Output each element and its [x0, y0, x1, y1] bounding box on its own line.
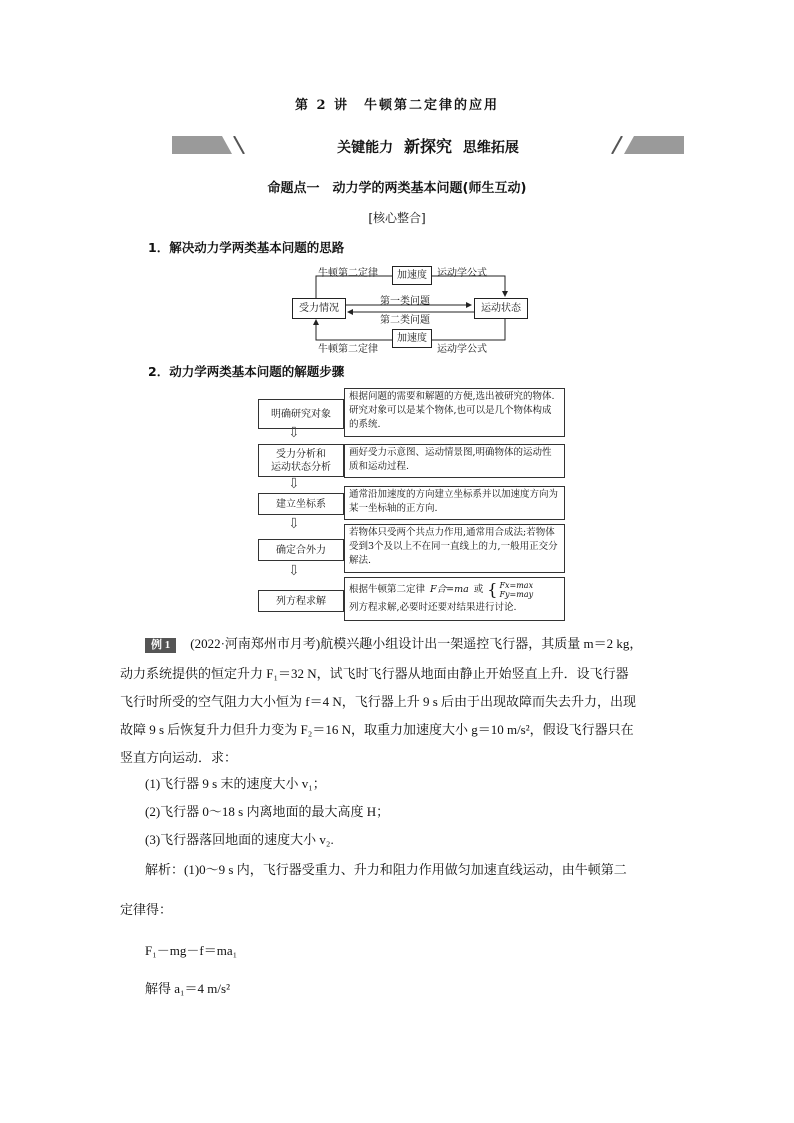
- example-badge: 例 1: [145, 638, 176, 653]
- example-line2: 动力系统提供的恒定升力 F₁＝32 N，试飞时飞行器从地面由静止开始竖直上升．设飞行器: [120, 666, 629, 681]
- step-5-system-y: Fy=may: [499, 590, 534, 599]
- step-5-system: [499, 581, 533, 599]
- example-line4: 故障 9 s 后恢复升力但升力变为 F₂＝16 N，取重力加速度大小 g＝10 m/s²，假设飞行器只在: [120, 722, 634, 737]
- down-arrow-icon: ⇩: [288, 516, 300, 532]
- type2-label: 第二类问题: [380, 315, 430, 326]
- step-5-desc: [344, 577, 565, 621]
- newton-label-top: 牛顿第二定律: [318, 268, 378, 279]
- question-3: (3)飞行器落回地面的速度大小 v₂.: [145, 832, 334, 847]
- question-2: (2)飞行器 0～18 s 内离地面的最大高度 H；: [145, 804, 390, 819]
- point2-heading: 2．动力学两类基本问题的解题步骤: [148, 364, 345, 379]
- banner-text: [172, 134, 684, 157]
- accel-box-bottom: 加速度: [392, 329, 432, 348]
- step-5-label: 列方程求解: [258, 590, 344, 612]
- step-2-label-line1: 受力分析和: [276, 448, 326, 460]
- step-1-desc: 根据问题的需要和解题的方便,选出被研究的物体.研究对象可以是某个物体,也可以是几个物体构成的系统.: [344, 388, 565, 437]
- page-title: 第 2 讲 牛顿第二定律的应用: [294, 98, 500, 113]
- question-1: (1)飞行器 9 s 末的速度大小 v₁；: [145, 776, 326, 791]
- down-arrow-icon: ⇩: [288, 476, 300, 492]
- motion-box: 运动状态: [474, 298, 528, 319]
- brace-icon: {: [487, 580, 498, 599]
- kinematics-label-top: 运动学公式: [437, 268, 487, 279]
- step-4-desc: 若物体只受两个共点力作用,通常用合成法;若物体受到3个及以上不在同一直线上的力,一般用正交分解法.: [344, 524, 565, 573]
- section-subheading: [核心整合]: [368, 211, 426, 225]
- step-2-label-line2: 运动状态分析: [271, 461, 331, 473]
- solution-eq1: F₁－mg－f＝ma₁: [145, 943, 238, 958]
- example-line3: 飞行时所受的空气阻力大小恒为 f＝4 N，飞行器上升 9 s 后由于出现故障而失去升力，出现: [120, 694, 637, 709]
- force-box: 受力情况: [292, 298, 346, 319]
- accel-box-top: 加速度: [392, 266, 432, 285]
- newton-label-bottom: 牛顿第二定律: [318, 344, 378, 355]
- step-5-or: 或: [473, 584, 484, 595]
- example-line1: (2022·河南郑州市月考)航模兴趣小组设计出一架遥控飞行器，其质量 m＝2 kg，: [190, 636, 643, 651]
- step-2-label: [258, 444, 344, 477]
- point1-heading: 1．解决动力学两类基本问题的思路: [148, 240, 345, 255]
- example-line5: 竖直方向运动．求：: [120, 750, 238, 765]
- solution-line1: 解析：(1)0～9 s 内，飞行器受重力、升力和阻力作用做匀加速直线运动，由牛顿第二: [145, 862, 627, 877]
- down-arrow-icon: ⇩: [288, 563, 300, 579]
- step-3-desc: 通常沿加速度的方向建立坐标系并以加速度方向为某一坐标轴的正方向.: [344, 486, 565, 520]
- banner-part2: 新探究: [403, 137, 452, 156]
- down-arrow-icon: ⇩: [288, 425, 300, 441]
- solution-eq2: 解得 a₁＝4 m/s²: [145, 981, 230, 996]
- step-2-desc: 画好受力示意图、运动情景图,明确物体的运动性质和运动过程.: [344, 444, 565, 478]
- step-5-formula: F合=ma: [430, 584, 469, 595]
- step-5-system-x: Fx=max: [499, 581, 534, 590]
- type1-label: 第一类问题: [380, 296, 430, 307]
- step-1-label: 明确研究对象: [258, 399, 344, 429]
- step-3-label: 建立坐标系: [258, 493, 344, 515]
- step-5-desc-b: 列方程求解,必要时还要对结果进行讨论.: [349, 602, 517, 613]
- solution-line2: 定律得：: [120, 902, 173, 917]
- step-4-label: 确定合外力: [258, 539, 344, 561]
- kinematics-label-bottom: 运动学公式: [437, 344, 487, 355]
- section-heading: 命题点一 动力学的两类基本问题(师生互动): [267, 181, 527, 196]
- banner-part3: 思维拓展: [462, 140, 519, 156]
- step-5-desc-a: 根据牛顿第二定律: [349, 584, 426, 595]
- banner-part1: 关键能力: [337, 140, 394, 156]
- example-text: [145, 631, 685, 657]
